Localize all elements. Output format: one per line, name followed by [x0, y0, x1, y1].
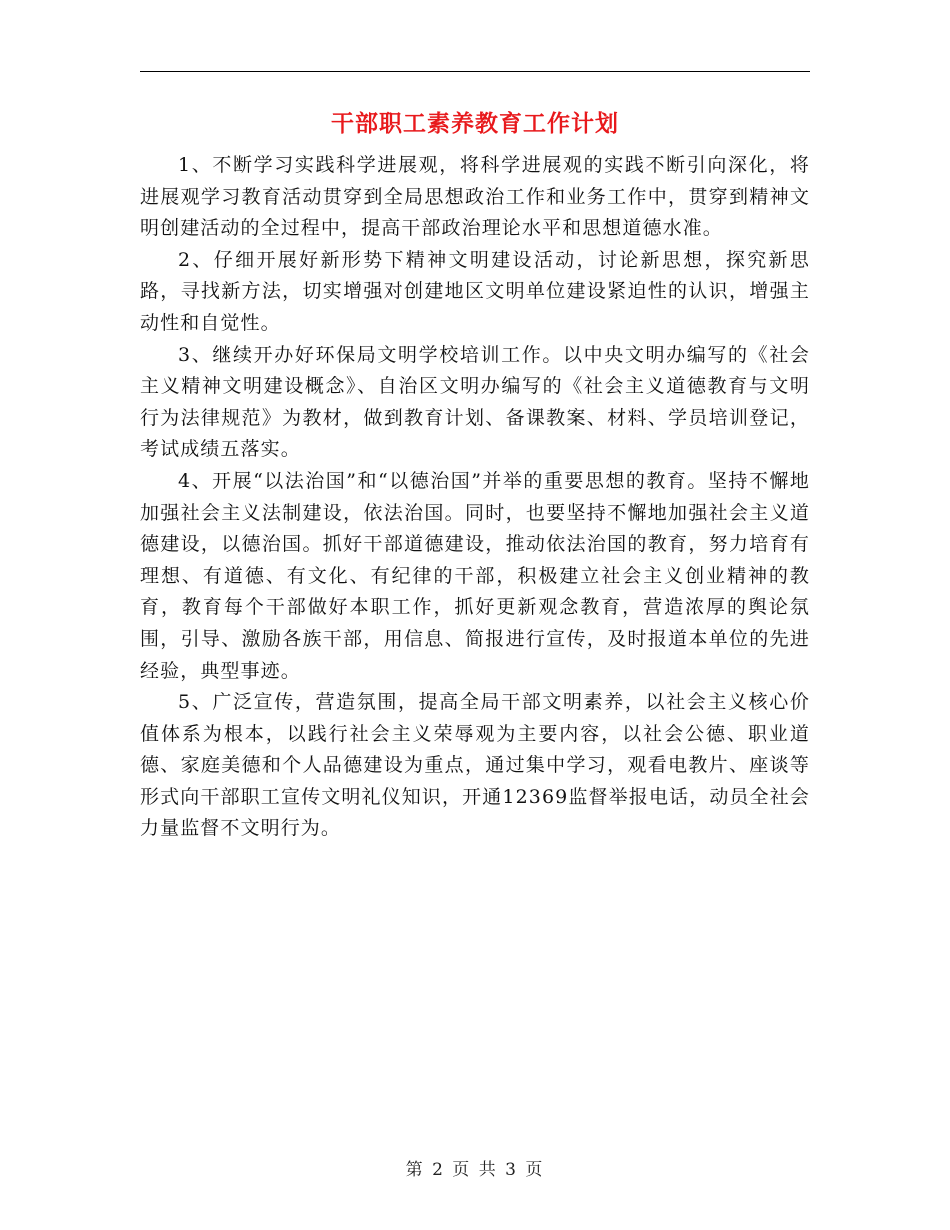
paragraph-1: 1、不断学习实践科学进展观，将科学进展观的实践不断引向深化，将进展观学习教育活动贯穿到全局思想政治工作和业务工作中，贯穿到精神文明创建活动的全过程中，提高干部政治理论水平和思想道德水准。 [140, 154, 810, 240]
document-body [140, 150, 810, 845]
paragraph-3: 3、继续开办好环保局文明学校培训工作。以中央文明办编写的《社会主义精神文明建设概念》、自治区文明办编写的《社会主义道德教育与文明行为法律规范》为教材，做到教育计划、备课教案、材料、学员培训登记，考试成绩五落实。 [140, 343, 810, 461]
document-title: 干部职工素养教育工作计划 [331, 111, 619, 137]
page-number-label: 第 2 页 共 3 页 [405, 1160, 545, 1180]
page-number-footer [0, 1155, 950, 1180]
paragraph-5: 5、广泛宣传，营造氛围，提高全局干部文明素养，以社会主义核心价值体系为根本，以践行社会主义荣辱观为主要内容，以社会公德、职业道德、家庭美德和个人品德建设为重点，通过集中学习，观看电教片、座谈等形式向干部职工宣传文明礼仪知识，开通12369监督举报电话，动员全社会力量监督不文明行为。 [140, 691, 810, 840]
header-rule [140, 71, 810, 72]
paragraph-4: 4、开展“以法治国”和“以德治国”并举的重要思想的教育。坚持不懈地加强社会主义法制建设，依法治国。同时，也要坚持不懈地加强社会主义道德建设，以德治国。抓好干部道德建设，推动依法治国的教育，努力培育有理想、有道德、有文化、有纪律的干部，积极建立社会主义创业精神的教育，教育每个干部做好本职工作，抓好更新观念教育，营造浓厚的舆论氛围，引导、激励各族干部，用信息、简报进行宣传，及时报道本单位的先进经验，典型事迹。 [140, 469, 810, 682]
paragraph-2: 2、仔细开展好新形势下精神文明建设活动，讨论新思想，探究新思路，寻找新方法，切实增强对创建地区文明单位建设紧迫性的认识，增强主动性和自觉性。 [140, 248, 810, 334]
